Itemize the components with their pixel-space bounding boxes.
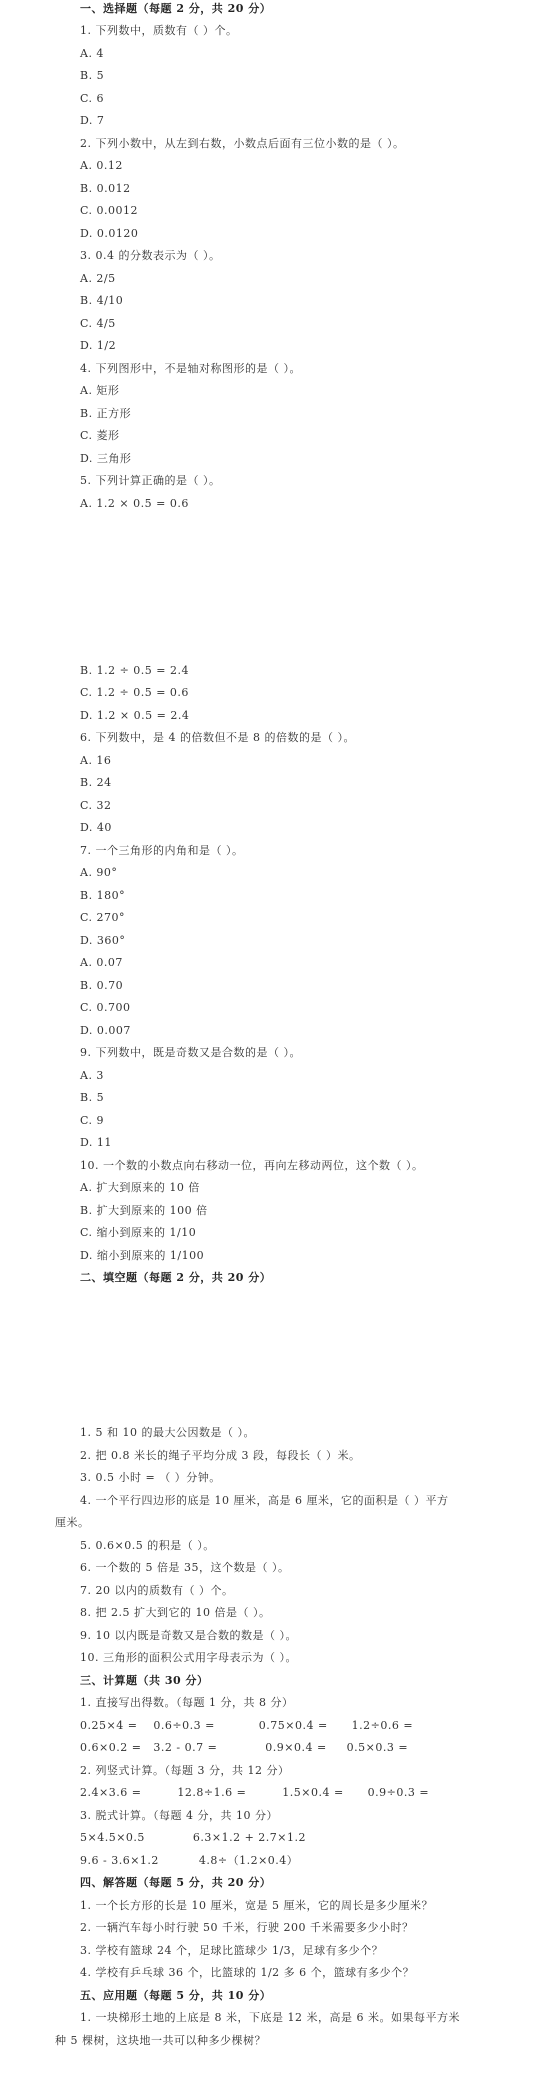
option: B. 正方形 [80,407,132,420]
option: C. 缩小到原来的 1/10 [80,1226,197,1239]
fill-4: 4. 一个平行四边形的底是 10 厘米，高是 6 厘米，它的面积是（ ）平方 [80,1494,449,1507]
option: C. 6 [80,92,105,105]
question-10: 10. 一个数的小数点向右移动一位，再向左移动两位，这个数（ ）。 [80,1159,424,1172]
fill-1: 1. 5 和 10 的最大公因数是（ ）。 [80,1426,255,1439]
calc-2: 2. 列竖式计算。（每题 3 分，共 12 分） [80,1764,290,1777]
question-5: 5. 下列计算正确的是（ ）。 [80,474,221,487]
option: B. 4/10 [80,294,124,307]
option: D. 40 [80,821,112,834]
question-6: 6. 下列数中，是 4 的倍数但不是 8 的倍数的是（ ）。 [80,731,355,744]
fill-9: 9. 10 以内既是奇数又是合数的数是（ ）。 [80,1629,297,1642]
option: C. 270° [80,911,126,924]
apply-1-continued: 种 5 棵树，这块地一共可以种多少棵树？ [55,2034,266,2047]
option: D. 1.2 × 0.5 = 2.4 [80,709,190,722]
option: D. 360° [80,934,126,947]
question-3: 3. 0.4 的分数表示为（ ）。 [80,249,221,262]
option: A. 0.07 [80,956,123,969]
section-title-apply: 五、应用题（每题 5 分，共 10 分） [80,1989,272,2002]
option: D. 三角形 [80,452,132,465]
calc-2-row-1: 2.4×3.6 = 12.8÷1.6 = 1.5×0.4 = 0.9÷0.3 = [80,1786,430,1799]
option: B. 0.012 [80,182,131,195]
option: C. 32 [80,799,112,812]
option: A. 2/5 [80,272,116,285]
option: A. 矩形 [80,384,120,397]
question-1: 1. 下列数中，质数有（ ）个。 [80,24,238,37]
question-9: 9. 下列数中，既是奇数又是合数的是（ ）。 [80,1046,301,1059]
section-title-calc: 三、计算题（共 30 分） [80,1674,209,1687]
calc-3-row-2: 9.6 - 3.6×1.2 4.8÷（1.2×0.4） [80,1854,299,1867]
solve-2: 2. 一辆汽车每小时行驶 50 千米，行驶 200 千米需要多少小时？ [80,1921,414,1934]
fill-2: 2. 把 0.8 米长的绳子平均分成 3 段，每段长（ ）米。 [80,1449,361,1462]
solve-1: 1. 一个长方形的长是 10 厘米，宽是 5 厘米，它的周长是多少厘米？ [80,1899,433,1912]
option: A. 90° [80,866,118,879]
option: C. 1.2 ÷ 0.5 = 0.6 [80,686,189,699]
section-title-choice: 一、选择题（每题 2 分，共 20 分） [80,2,272,15]
solve-3: 3. 学校有篮球 24 个，足球比篮球少 1/3，足球有多少个？ [80,1944,384,1957]
fill-6: 6. 一个数的 5 倍是 35，这个数是（ ）。 [80,1561,290,1574]
option: C. 4/5 [80,317,116,330]
option: C. 0.0012 [80,204,139,217]
fill-5: 5. 0.6×0.5 的积是（ ）。 [80,1539,215,1552]
question-4: 4. 下列图形中，不是轴对称图形的是（ ）。 [80,362,301,375]
option: A. 3 [80,1069,104,1082]
option: B. 24 [80,776,112,789]
option: B. 1.2 ÷ 0.5 = 2.4 [80,664,189,677]
option: C. 9 [80,1114,105,1127]
section-title-fill: 二、填空题（每题 2 分，共 20 分） [80,1271,272,1284]
option: B. 180° [80,889,126,902]
solve-4: 4. 学校有乒乓球 36 个，比篮球的 1/2 多 6 个，篮球有多少个？ [80,1966,415,1979]
option: A. 4 [80,47,104,60]
option: B. 5 [80,69,105,82]
question-2: 2. 下列小数中，从左到右数，小数点后面有三位小数的是（ ）。 [80,137,405,150]
option: A. 16 [80,754,112,767]
option: A. 0.12 [80,159,123,172]
calc-1-row-1: 0.25×4 = 0.6÷0.3 = 0.75×0.4 = 1.2÷0.6 = [80,1719,414,1732]
section-title-solve: 四、解答题（每题 5 分，共 20 分） [80,1876,272,1889]
option: A. 1.2 × 0.5 = 0.6 [80,497,189,510]
option: D. 7 [80,114,105,127]
fill-10: 10. 三角形的面积公式用字母表示为（ ）。 [80,1651,297,1664]
fill-4-continued: 厘米。 [55,1516,90,1529]
option: C. 0.700 [80,1001,131,1014]
fill-8: 8. 把 2.5 扩大到它的 10 倍是（ ）。 [80,1606,271,1619]
option: D. 0.0120 [80,227,139,240]
apply-1: 1. 一块梯形土地的上底是 8 米，下底是 12 米，高是 6 米。如果每平方米 [80,2011,460,2024]
option: A. 扩大到原来的 10 倍 [80,1181,200,1194]
fill-3: 3. 0.5 小时 = （ ）分钟。 [80,1471,221,1484]
option: B. 5 [80,1091,105,1104]
option: B. 扩大到原来的 100 倍 [80,1204,208,1217]
option: D. 缩小到原来的 1/100 [80,1249,205,1262]
fill-7: 7. 20 以内的质数有（ ）个。 [80,1584,234,1597]
calc-1-row-2: 0.6×0.2 = 3.2 - 0.7 = 0.9×0.4 = 0.5×0.3 = [80,1741,409,1754]
option: D. 11 [80,1136,112,1149]
option: B. 0.70 [80,979,124,992]
calc-1: 1. 直接写出得数。（每题 1 分，共 8 分） [80,1696,294,1709]
question-7: 7. 一个三角形的内角和是（ ）。 [80,844,244,857]
option: D. 0.007 [80,1024,131,1037]
option: C. 菱形 [80,429,120,442]
calc-3: 3. 脱式计算。（每题 4 分，共 10 分） [80,1809,278,1822]
option: D. 1/2 [80,339,117,352]
calc-3-row-1: 5×4.5×0.5 6.3×1.2 + 2.7×1.2 [80,1831,306,1844]
